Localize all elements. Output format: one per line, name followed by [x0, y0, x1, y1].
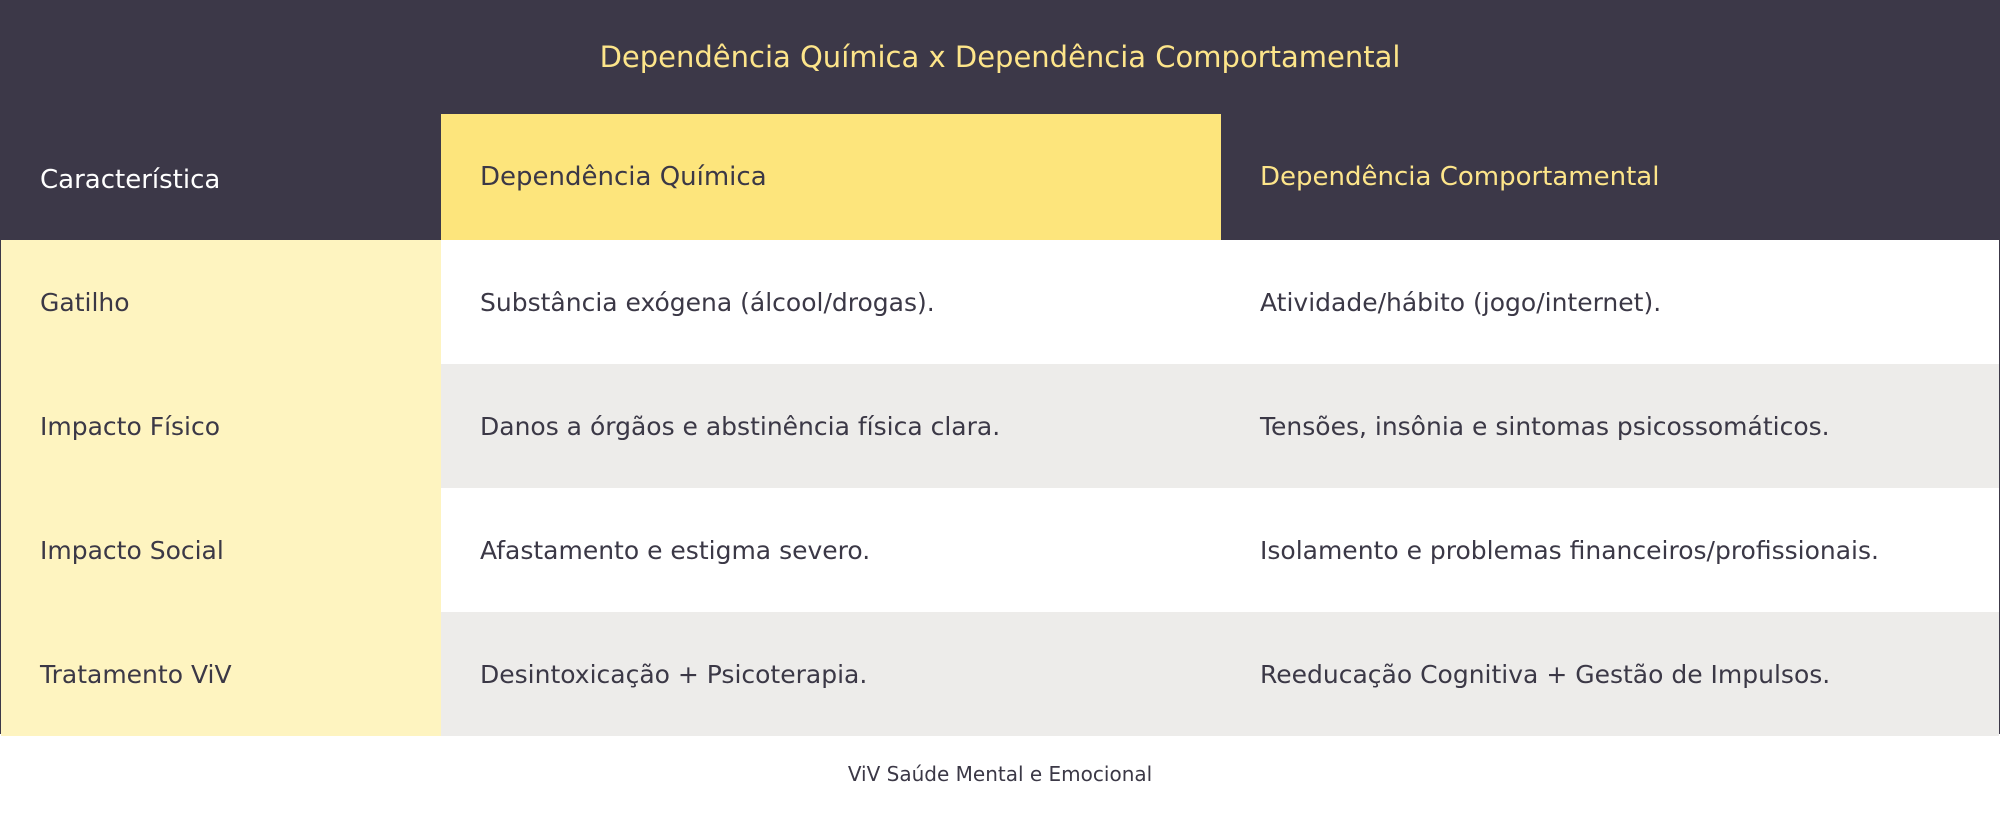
chemical-cell: Substância exógena (álcool/drogas). [441, 240, 1221, 364]
behavioral-cell: Reeducação Cognitiva + Gestão de Impulsos. [1221, 612, 1999, 736]
page-title: Dependência Química x Dependência Comportamental [599, 40, 1401, 74]
chemical-cell: Danos a órgãos e abstinência física clara. [441, 364, 1221, 488]
row-label: Tratamento ViV [1, 612, 441, 736]
row-label: Impacto Físico [1, 364, 441, 488]
header-cell-behavioral: Dependência Comportamental [1260, 162, 1660, 192]
footer-caption: ViV Saúde Mental e Emocional [847, 762, 1153, 786]
table-header-row [1, 114, 1999, 240]
behavioral-cell: Isolamento e problemas financeiros/profissionais. [1221, 488, 1999, 612]
comparison-table [0, 114, 2000, 734]
chemical-cell: Afastamento e estigma severo. [441, 488, 1221, 612]
header-cell-chemical: Dependência Química [441, 114, 1221, 240]
chemical-cell: Desintoxicação + Psicoterapia. [441, 612, 1221, 736]
table-row [1, 240, 1999, 364]
table-row [1, 364, 1999, 488]
title-bar [0, 0, 2000, 114]
table-row [1, 612, 1999, 736]
behavioral-cell: Tensões, insônia e sintomas psicossomáticos. [1221, 364, 1999, 488]
row-label: Gatilho [1, 240, 441, 364]
header-cell-characteristic: Característica [40, 165, 221, 195]
behavioral-cell: Atividade/hábito (jogo/internet). [1221, 240, 1999, 364]
table-row [1, 488, 1999, 612]
row-label: Impacto Social [1, 488, 441, 612]
